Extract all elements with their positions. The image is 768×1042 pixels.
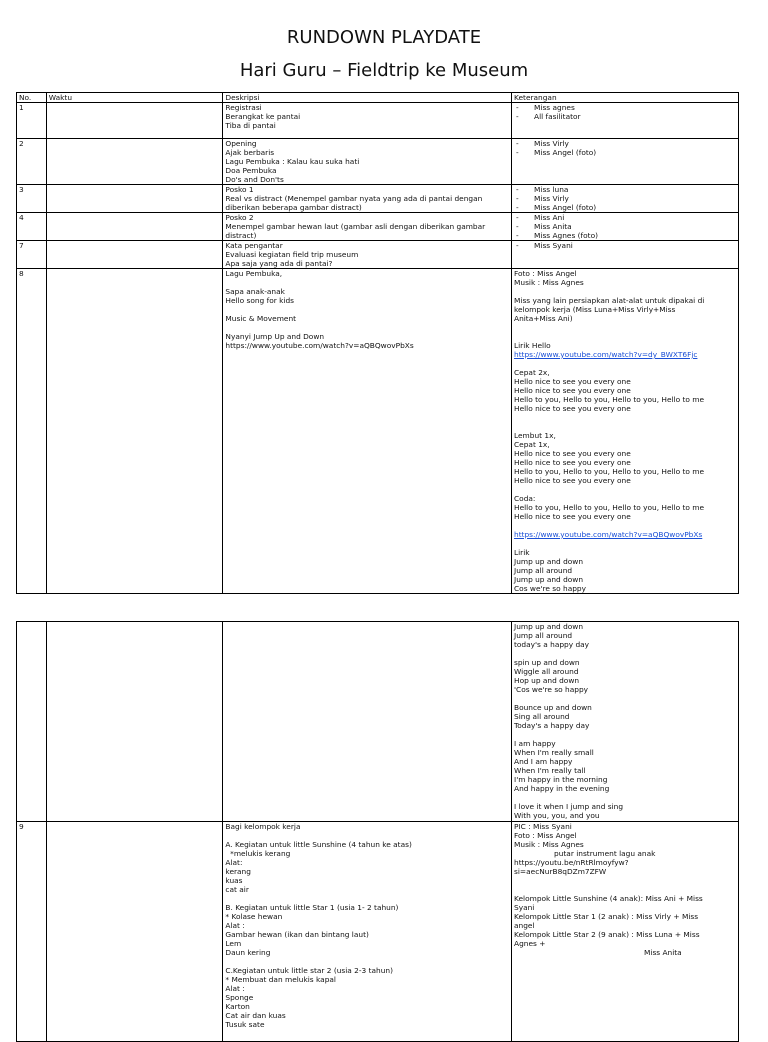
desc-line: Lem xyxy=(225,939,242,948)
desc-line: diberikan beberapa gambar distract) xyxy=(225,203,362,212)
ket-item: - All fasilitator xyxy=(534,112,736,121)
desc-line: Doa Pembuka xyxy=(225,166,277,175)
lyric-line: Bounce up and down xyxy=(514,703,592,712)
ket-line: Kelompok Little Sunshine (4 anak): Miss Ani + Miss xyxy=(514,894,703,903)
header-waktu: Waktu xyxy=(46,93,223,103)
table-row xyxy=(17,185,739,213)
ket-line xyxy=(514,332,736,341)
ket-item: - Miss Syani xyxy=(534,241,736,250)
ket-line xyxy=(514,422,736,431)
lyric-line: When I'm really tall xyxy=(514,766,586,775)
ket-item: - Miss Ani xyxy=(534,213,736,222)
lyric-line: I am happy xyxy=(514,739,556,748)
desc-line: Posko 2 xyxy=(225,213,254,222)
table-row xyxy=(17,622,739,822)
rundown-table xyxy=(16,92,739,594)
row-waktu xyxy=(46,213,223,241)
desc-line: https://www.youtube.com/watch?v=aQBQwovPbXs xyxy=(225,341,414,350)
desc-line: *melukis kerang xyxy=(225,849,291,858)
desc-line: Menempel gambar hewan laut (gambar asli dengan diberikan gambar xyxy=(225,222,486,231)
ket-line xyxy=(514,359,736,368)
ket-line xyxy=(514,521,736,530)
desc-line: Real vs distract (Menempel gambar nyata yang ada di pantai dengan xyxy=(225,194,483,203)
lyric-line: I love it when I jump and sing xyxy=(514,802,624,811)
desc-line: Berangkat ke pantai xyxy=(225,112,301,121)
row-no: 7 xyxy=(17,241,47,269)
ket-line: Hello nice to see you every one xyxy=(514,512,631,521)
desc-line: Alat: xyxy=(225,858,243,867)
header-keterangan: Keterangan xyxy=(512,93,739,103)
desc-line: Posko 1 xyxy=(225,185,254,194)
ket-line xyxy=(514,413,736,422)
ket-line: Miss Anita xyxy=(644,948,682,957)
lyric-line xyxy=(514,694,736,703)
desc-line: Tiba di pantai xyxy=(225,121,276,130)
desc-line xyxy=(225,957,509,966)
ket-line: Syani xyxy=(514,903,535,912)
desc-line: Daun kering xyxy=(225,948,271,957)
desc-line: Evaluasi kegiatan field trip museum xyxy=(225,250,359,259)
ket-item: - Miss Angel (foto) xyxy=(534,203,736,212)
row-no: 8 xyxy=(17,269,47,594)
desc-line: Bagi kelompok kerja xyxy=(225,822,301,831)
desc-line: Lagu Pembuka : Kalau kau suka hati xyxy=(225,157,360,166)
ket-line: Hello nice to see you every one xyxy=(514,377,631,386)
ket-line: Hello nice to see you every one xyxy=(514,458,631,467)
table-row xyxy=(17,139,739,185)
ket-line xyxy=(514,323,736,332)
desc-line: kerang xyxy=(225,867,251,876)
ket-item: - Miss agnes xyxy=(534,103,736,112)
row-no: 9 xyxy=(17,822,47,1042)
row-no: 1 xyxy=(17,103,47,139)
ket-line: angel xyxy=(514,921,535,930)
desc-line: Ajak berbaris xyxy=(225,148,275,157)
ket-line: Musik : Miss Agnes xyxy=(514,278,584,287)
ket-line: Lirik Hello xyxy=(514,341,551,350)
row-desc xyxy=(223,103,512,139)
header-no: No. xyxy=(17,93,47,103)
row-ket xyxy=(512,622,739,822)
row-desc xyxy=(223,241,512,269)
row-ket xyxy=(512,185,739,213)
desc-line: Lagu Pembuka, xyxy=(225,269,283,278)
ket-line: Jump all around xyxy=(514,566,573,575)
ket-line: Hello nice to see you every one xyxy=(514,476,631,485)
ket-line: Hello nice to see you every one xyxy=(514,386,631,395)
ket-line: Kelompok Little Star 1 (2 anak) : Miss Virly + Miss xyxy=(514,912,699,921)
ket-item: - Miss Virly xyxy=(534,194,736,203)
desc-line: Opening xyxy=(225,139,257,148)
desc-line: * Membuat dan melukis kapal xyxy=(225,975,336,984)
lyric-line xyxy=(514,730,736,739)
lyric-line: Hop up and down xyxy=(514,676,580,685)
desc-line: Cat air dan kuas xyxy=(225,1011,286,1020)
desc-line: Music & Movement xyxy=(225,314,297,323)
row-waktu xyxy=(46,622,223,822)
row-no xyxy=(17,622,47,822)
row-no: 4 xyxy=(17,213,47,241)
ket-line: Hello to you, Hello to you, Hello to you, Hello to me xyxy=(514,395,704,404)
row-desc xyxy=(223,139,512,185)
ket-line: Kelompok Little Star 2 (9 anak) : Miss Luna + Miss xyxy=(514,930,700,939)
desc-line: Registrasi xyxy=(225,103,262,112)
ket-line: Hello nice to see you every one xyxy=(514,404,631,413)
row-no: 3 xyxy=(17,185,47,213)
ket-item: - Miss Agnes (foto) xyxy=(534,231,736,240)
row-ket xyxy=(512,822,739,1042)
ket-item: - Miss Angel (foto) xyxy=(534,148,736,157)
ket-line: PIC : Miss Syani xyxy=(514,822,572,831)
ket-line: Lembut 1x, xyxy=(514,431,556,440)
row-waktu xyxy=(46,241,223,269)
document-subtitle: Hari Guru – Fieldtrip ke Museum xyxy=(239,60,529,81)
ket-line: putar instrument lagu anak xyxy=(554,849,656,858)
rundown-table-continued xyxy=(16,621,739,1042)
lyric-line: When I'm really small xyxy=(514,748,594,757)
row-ket xyxy=(512,241,739,269)
desc-line: Tusuk sate xyxy=(225,1020,265,1029)
desc-line: B. Kegiatan untuk little Star 1 (usia 1- 2 tahun) xyxy=(225,903,399,912)
desc-line: Karton xyxy=(225,1002,250,1011)
desc-line: distract) xyxy=(225,231,257,240)
row-ket xyxy=(512,103,739,139)
ket-line xyxy=(514,876,736,885)
lyric-line: Wiggle all around xyxy=(514,667,579,676)
ket-line: Foto : Miss Angel xyxy=(514,269,577,278)
youtube-link-jump[interactable]: https://www.youtube.com/watch?v=aQBQwovPbXs xyxy=(514,530,703,539)
row-ket xyxy=(512,213,739,241)
table-row xyxy=(17,241,739,269)
desc-line: Do's and Don'ts xyxy=(225,175,284,184)
desc-line: Hello song for kids xyxy=(225,296,294,305)
lyric-line: And happy in the evening xyxy=(514,784,610,793)
desc-line xyxy=(225,278,509,287)
ket-line: Foto : Miss Angel xyxy=(514,831,577,840)
ket-line xyxy=(514,287,736,296)
desc-line: kuas xyxy=(225,876,243,885)
row-no: 2 xyxy=(17,139,47,185)
desc-line: Alat : xyxy=(225,984,245,993)
row-waktu xyxy=(46,185,223,213)
header-deskripsi: Deskripsi xyxy=(223,93,512,103)
ket-item: - Miss luna xyxy=(534,185,736,194)
ket-line: Hello nice to see you every one xyxy=(514,449,631,458)
table-row xyxy=(17,103,739,139)
lyric-line xyxy=(514,649,736,658)
lyric-line xyxy=(514,793,736,802)
row-waktu xyxy=(46,822,223,1042)
ket-line: Agnes + xyxy=(514,939,546,948)
ket-line xyxy=(514,485,736,494)
ket-line: Cos we're so happy xyxy=(514,584,586,593)
desc-line: cat air xyxy=(225,885,249,894)
desc-line xyxy=(225,894,509,903)
row-desc xyxy=(223,622,512,822)
desc-line: C.Kegiatan untuk little star 2 (usia 2-3 tahun) xyxy=(225,966,393,975)
ket-line xyxy=(514,539,736,548)
lyric-line: today's a happy day xyxy=(514,640,590,649)
lyric-line: Jump up and down xyxy=(514,622,584,631)
row-desc xyxy=(223,185,512,213)
row-ket xyxy=(512,269,739,594)
ket-line: Hello to you, Hello to you, Hello to you, Hello to me xyxy=(514,503,704,512)
desc-line: A. Kegiatan untuk little Sunshine (4 tahun ke atas) xyxy=(225,840,412,849)
desc-line xyxy=(225,305,509,314)
ket-line: Jump up and down xyxy=(514,575,584,584)
desc-line: Gambar hewan (ikan dan bintang laut) xyxy=(225,930,369,939)
ket-line: Coda: xyxy=(514,494,536,503)
ket-line: Hello to you, Hello to you, Hello to you, Hello to me xyxy=(514,467,704,476)
ket-item: - Miss Virly xyxy=(534,139,736,148)
lyric-line: And I am happy xyxy=(514,757,573,766)
ket-line xyxy=(514,885,736,894)
lyric-line: With you, you, and you xyxy=(514,811,600,820)
lyric-line: Jump all around xyxy=(514,631,573,640)
table-header-row xyxy=(17,93,739,103)
table-row xyxy=(17,822,739,1042)
ket-line: Jump up and down xyxy=(514,557,584,566)
desc-line xyxy=(225,323,509,332)
desc-line: Sponge xyxy=(225,993,254,1002)
desc-line: Sapa anak-anak xyxy=(225,287,285,296)
lyric-line: Sing all around xyxy=(514,712,570,721)
ket-item: - Miss Anita xyxy=(534,222,736,231)
lyric-line: Today's a happy day xyxy=(514,721,590,730)
lyric-line: I'm happy in the morning xyxy=(514,775,608,784)
row-waktu xyxy=(46,269,223,594)
row-waktu xyxy=(46,139,223,185)
desc-line xyxy=(225,831,509,840)
ket-line: Lirik xyxy=(514,548,530,557)
ket-line: https://youtu.be/nRtRlmoyfyw? xyxy=(514,858,629,867)
lyric-line: spin up and down xyxy=(514,658,580,667)
ket-line: Miss yang lain persiapkan alat-alat untuk dipakai di xyxy=(514,296,705,305)
row-desc xyxy=(223,269,512,594)
ket-line: kelompok kerja (Miss Luna+Miss Virly+Miss xyxy=(514,305,676,314)
table-row xyxy=(17,269,739,594)
desc-line: Nyanyi Jump Up and Down xyxy=(225,332,325,341)
desc-line: Alat : xyxy=(225,921,245,930)
table-row xyxy=(17,213,739,241)
row-desc xyxy=(223,822,512,1042)
ket-line: Anita+Miss Ani) xyxy=(514,314,573,323)
ket-line: Cepat 2x, xyxy=(514,368,550,377)
row-desc xyxy=(223,213,512,241)
lyric-line: 'Cos we're so happy xyxy=(514,685,589,694)
ket-line: si=aecNurB8qDZm7ZFW xyxy=(514,867,607,876)
desc-line: Apa saja yang ada di pantai? xyxy=(225,259,333,268)
desc-line: * Kolase hewan xyxy=(225,912,283,921)
ket-line: Musik : Miss Agnes xyxy=(514,840,584,849)
document-title: RUNDOWN PLAYDATE xyxy=(286,27,482,48)
row-ket xyxy=(512,139,739,185)
desc-line: Kata pengantar xyxy=(225,241,283,250)
youtube-link-hello[interactable]: https://www.youtube.com/watch?v=dy_BWXT6Fjc xyxy=(514,350,698,359)
ket-line: Cepat 1x, xyxy=(514,440,550,449)
row-waktu xyxy=(46,103,223,139)
